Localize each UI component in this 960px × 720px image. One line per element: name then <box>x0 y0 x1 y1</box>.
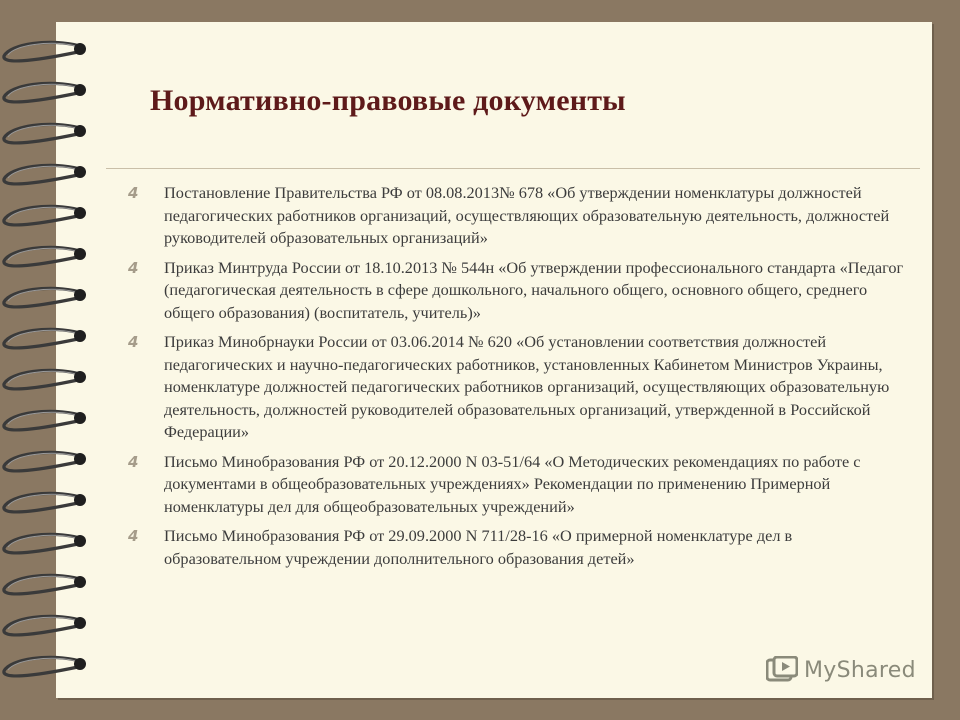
watermark-text: MyShared <box>804 657 916 683</box>
spiral-ring <box>4 534 80 553</box>
spiral-ring <box>4 124 80 143</box>
watermark <box>766 656 916 684</box>
list-item-text: Приказ Минобрнауки России от 03.06.2014 № 620 «Об установлении соответствия должностей педагогических и научно-педагогических работников, установленных Кабинетом Министров Украины, номенклатуре должностей педагогических работников организаций, осуществляющих образовательную деятельность, должностей руководителей образовательных организаций, утвержденной в Российской Федерации» <box>164 332 890 441</box>
binding-hole <box>74 166 86 178</box>
spiral-ring <box>4 83 80 102</box>
spiral-ring <box>4 206 80 225</box>
spiral-binding-icon <box>0 26 100 696</box>
list-item-text: Письмо Минобразования РФ от 29.09.2000 N 711/28-16 «О примерной номенклатуре дел в образовательном учреждении дополнительного образования детей» <box>164 526 793 568</box>
binding-hole <box>74 535 86 547</box>
binding-hole <box>74 371 86 383</box>
bullet-icon: 4 <box>128 452 139 471</box>
list-item <box>128 331 908 444</box>
spiral-ring <box>4 42 80 61</box>
binding-hole <box>74 617 86 629</box>
binding-hole <box>74 43 86 55</box>
list-item <box>128 257 908 325</box>
bullet-icon: 4 <box>128 258 139 277</box>
binding-hole <box>74 289 86 301</box>
spiral-ring <box>4 575 80 594</box>
list-item-text: Постановление Правительства РФ от 08.08.2013№ 678 «Об утверждении номенклатуры должностей педагогических работников организаций, осуществляющих образовательную деятельность, должностей руководителей образовательных организаций» <box>164 183 890 247</box>
binding-hole <box>74 412 86 424</box>
spiral-ring <box>4 493 80 512</box>
bullet-icon: 4 <box>128 333 139 351</box>
binding-hole <box>74 658 86 670</box>
spiral-ring <box>4 616 80 635</box>
binding-hole <box>74 248 86 260</box>
spiral-ring <box>4 329 80 348</box>
list-item <box>128 525 908 570</box>
binding-hole <box>74 84 86 96</box>
documents-list <box>128 182 908 577</box>
page-title: Нормативно-правовые документы <box>150 84 626 117</box>
list-item-text: Приказ Минтруда России от 18.10.2013 № 544н «Об утверждении профессионального стандарта «Педагог (педагогическая деятельность в сфере дошкольного, начального общего, основного общего, среднего общего образования) (воспитатель, учитель)» <box>164 257 904 322</box>
myshared-logo-icon <box>766 656 798 684</box>
binding-hole <box>74 576 86 588</box>
spiral-ring <box>4 452 80 471</box>
binding-hole <box>74 453 86 465</box>
title-divider <box>106 168 920 169</box>
spiral-ring <box>4 165 80 184</box>
notebook-page <box>56 22 932 698</box>
binding-hole <box>74 494 86 506</box>
spiral-ring <box>4 657 80 676</box>
spiral-ring <box>4 411 80 430</box>
list-item <box>128 451 908 519</box>
list-item-text: Письмо Минобразования РФ от 20.12.2000 N 03-51/64 «О Методических рекомендациях по работе с документами в общеобразовательных учреждениях» Рекомендации по применению Примерной номенклатуры дел для общеобразовательных учреждений» <box>164 451 861 516</box>
spiral-ring <box>4 370 80 389</box>
binding-hole <box>74 125 86 137</box>
binding-hole <box>74 330 86 342</box>
spiral-ring <box>4 288 80 307</box>
bullet-icon: 4 <box>128 527 139 545</box>
list-item <box>128 182 908 250</box>
spiral-ring <box>4 247 80 266</box>
bullet-icon: 4 <box>128 184 139 202</box>
binding-hole <box>74 207 86 219</box>
